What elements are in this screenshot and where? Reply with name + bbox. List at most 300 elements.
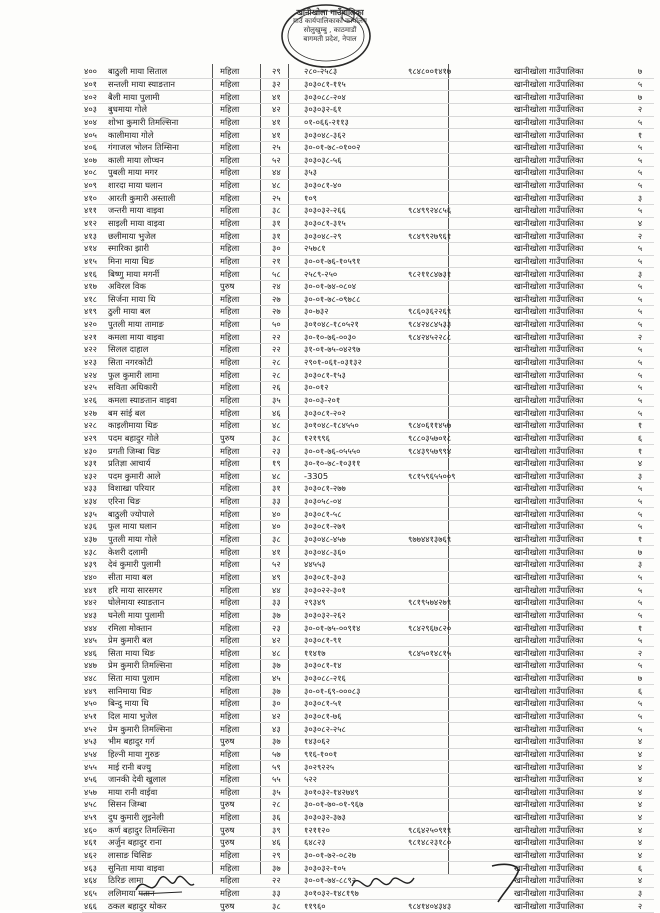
person-name-cell: बम सांई बल xyxy=(106,407,218,420)
phone-number-cell: ९७७४४१३७६९ xyxy=(406,533,512,546)
municipality-cell: खानीखोला गाउँपालिका xyxy=(512,318,626,331)
table-row xyxy=(82,521,654,534)
municipality-cell: खानीखोला गाउँपालिका xyxy=(512,596,626,609)
gender-cell: महिला xyxy=(218,394,270,407)
phone-number-cell xyxy=(406,685,512,698)
ward-number-cell: ५ xyxy=(626,571,654,584)
row-number-cell: ४४३ xyxy=(82,609,106,622)
row-number-cell: ४३४ xyxy=(82,495,106,508)
gender-cell: महिला xyxy=(218,558,270,571)
phone-number-cell xyxy=(406,103,512,116)
table-row xyxy=(82,622,654,635)
gender-cell: महिला xyxy=(218,154,270,167)
municipality-cell: खानीखोला गाउँपालिका xyxy=(512,167,626,180)
table-row xyxy=(82,103,654,116)
ward-number-cell: ४ xyxy=(626,849,654,862)
municipality-cell: खानीखोला गाउँपालिका xyxy=(512,647,626,660)
person-name-cell: दिल माया भुजेल xyxy=(106,710,218,723)
municipality-cell: खानीखोला गाउँपालिका xyxy=(512,773,626,786)
citizenship-number-cell: ३०-०१-७६-०५५५० xyxy=(302,445,406,458)
age-cell: २६ xyxy=(270,382,302,395)
gender-cell: महिला xyxy=(218,849,270,862)
phone-number-cell xyxy=(406,546,512,559)
ward-number-cell: ७ xyxy=(626,66,654,78)
phone-number-cell xyxy=(406,167,512,180)
table-row xyxy=(82,394,654,407)
row-number-cell: ४५२ xyxy=(82,723,106,736)
citizenship-number-cell: ३०१०३२-१४२७४९ xyxy=(302,786,406,799)
citizenship-number-cell: ११४१७ xyxy=(302,647,406,660)
citizenship-number-cell: १०९ xyxy=(302,192,406,205)
table-row xyxy=(82,799,654,812)
table-row xyxy=(82,786,654,799)
citizenship-number-cell: २८०-२५८३ xyxy=(302,66,406,78)
gender-cell: महिला xyxy=(218,407,270,420)
phone-number-cell: ९८४२४५२२८८ xyxy=(406,331,512,344)
person-name-cell: एरिना थिङ xyxy=(106,495,218,508)
age-cell: २८ xyxy=(270,369,302,382)
row-number-cell: ४१४ xyxy=(82,242,106,255)
municipality-cell: खानीखोला गाउँपालिका xyxy=(512,293,626,306)
citizenship-number-cell: ३०-०१-७०-०१-९६७ xyxy=(302,799,406,812)
person-name-cell: पदम कुमारी आले xyxy=(106,470,218,483)
row-number-cell: ४१३ xyxy=(82,230,106,243)
gender-cell: महिला xyxy=(218,622,270,635)
phone-number-cell xyxy=(406,748,512,761)
table-body xyxy=(82,66,654,912)
gender-cell: महिला xyxy=(218,306,270,319)
age-cell: २२ xyxy=(270,331,302,344)
ward-number-cell: ४ xyxy=(626,824,654,837)
citizenship-number-cell: ३०३०८१-१४ xyxy=(302,660,406,673)
phone-number-cell xyxy=(406,255,512,268)
row-number-cell: ४५३ xyxy=(82,735,106,748)
row-number-cell: ४६३ xyxy=(82,862,106,875)
person-name-cell: जन्तरी माया वाइवा xyxy=(106,205,218,218)
ward-number-cell: ३ xyxy=(626,192,654,205)
person-name-cell: काली माया लोप्चन xyxy=(106,154,218,167)
gender-cell: महिला xyxy=(218,192,270,205)
municipality-cell: खानीखोला गाउँपालिका xyxy=(512,369,626,382)
citizenship-number-cell: ३०३०८१-३०३ xyxy=(302,571,406,584)
municipality-cell: खानीखोला गाउँपालिका xyxy=(512,824,626,837)
table-row xyxy=(82,698,654,711)
row-number-cell: ४४६ xyxy=(82,647,106,660)
phone-number-cell xyxy=(406,242,512,255)
gender-cell: महिला xyxy=(218,647,270,660)
ward-number-cell: १ xyxy=(626,129,654,142)
phone-number-cell xyxy=(406,369,512,382)
ward-number-cell: २ xyxy=(626,103,654,116)
age-cell: ३७ xyxy=(270,862,302,875)
table-row xyxy=(82,255,654,268)
municipality-cell: खानीखोला गाउँपालिका xyxy=(512,141,626,154)
phone-number-cell xyxy=(406,78,512,91)
age-cell: ३८ xyxy=(270,432,302,445)
ward-number-cell: ४ xyxy=(626,761,654,774)
municipality-cell: खानीखोला गाउँपालिका xyxy=(512,103,626,116)
municipality-cell: खानीखोला गाउँपालिका xyxy=(512,192,626,205)
citizenship-number-cell: ३०३०३२-२६६ xyxy=(302,205,406,218)
row-number-cell: ४४० xyxy=(82,571,106,584)
citizenship-number-cell: ३५३ xyxy=(302,167,406,180)
phone-number-cell xyxy=(406,799,512,812)
ward-number-cell: ५ xyxy=(626,698,654,711)
ward-number-cell: ५ xyxy=(626,382,654,395)
person-name-cell: जानकी देवी खुलाल xyxy=(106,773,218,786)
ward-number-cell: ५ xyxy=(626,723,654,736)
age-cell: २२ xyxy=(270,344,302,357)
ward-number-cell: ५ xyxy=(626,306,654,319)
row-number-cell: ४२८ xyxy=(82,419,106,432)
age-cell: ३९ xyxy=(270,824,302,837)
person-name-cell: सिता माया थिङ xyxy=(106,647,218,660)
citizenship-number-cell: ३०३०८१-७६ xyxy=(302,710,406,723)
person-name-cell: बैली माया पुलामी xyxy=(106,91,218,104)
municipality-cell: खानीखोला गाउँपालिका xyxy=(512,723,626,736)
age-cell: ५२ xyxy=(270,558,302,571)
table-row xyxy=(82,445,654,458)
age-cell: २५ xyxy=(270,141,302,154)
municipality-cell: खानीखोला गाउँपालिका xyxy=(512,495,626,508)
phone-number-cell xyxy=(406,394,512,407)
table-row xyxy=(82,205,654,218)
person-name-cell: पुतली माया गोले xyxy=(106,533,218,546)
row-number-cell: ४६१ xyxy=(82,837,106,850)
table-row xyxy=(82,685,654,698)
gender-cell: महिला xyxy=(218,748,270,761)
phone-number-cell: ९८२११८४७३१ xyxy=(406,268,512,281)
person-name-cell: कालीमाया गोले xyxy=(106,129,218,142)
citizenship-number-cell: ३०३०८१-५८ xyxy=(302,508,406,521)
ward-number-cell: ५ xyxy=(626,205,654,218)
age-cell: ४० xyxy=(270,521,302,534)
table-row xyxy=(82,508,654,521)
gender-cell: महिला xyxy=(218,862,270,875)
citizenship-number-cell: ३०-१०-७८-१०३११ xyxy=(302,457,406,470)
person-name-cell: प्रेम कुमारी बल xyxy=(106,634,218,647)
ward-number-cell: ७ xyxy=(626,91,654,104)
citizenship-number-cell: ५२२ xyxy=(302,773,406,786)
ward-number-cell: ५ xyxy=(626,255,654,268)
person-name-cell: गंगाजल भोलन तिम्सिना xyxy=(106,141,218,154)
table-row xyxy=(82,382,654,395)
age-cell: ४१ xyxy=(270,546,302,559)
person-name-cell: केशरी दलामी xyxy=(106,546,218,559)
age-cell: ४१ xyxy=(270,129,302,142)
ward-number-cell: १ xyxy=(626,445,654,458)
row-number-cell: ४१८ xyxy=(82,293,106,306)
municipality-cell: खानीखोला गाउँपालिका xyxy=(512,558,626,571)
age-cell: ५२ xyxy=(270,154,302,167)
gender-cell: पुरुष xyxy=(218,824,270,837)
row-number-cell: ४०९ xyxy=(82,179,106,192)
phone-number-cell xyxy=(406,761,512,774)
gender-cell: महिला xyxy=(218,710,270,723)
stamp-text xyxy=(292,8,368,44)
table-row xyxy=(82,495,654,508)
person-name-cell: बिष्णु माया मगर्नी xyxy=(106,268,218,281)
ward-number-cell: १ xyxy=(626,622,654,635)
table-row xyxy=(82,356,654,369)
table-row xyxy=(82,192,654,205)
gender-cell: महिला xyxy=(218,205,270,218)
table-row xyxy=(82,748,654,761)
gender-cell: महिला xyxy=(218,672,270,685)
citizenship-number-cell: २९०१-०६१-०३१३२ xyxy=(302,356,406,369)
municipality-cell: खानीखोला गाउँपालिका xyxy=(512,710,626,723)
gender-cell: महिला xyxy=(218,786,270,799)
age-cell: ४२ xyxy=(270,634,302,647)
row-number-cell: ४५१ xyxy=(82,710,106,723)
phone-number-cell xyxy=(406,609,512,622)
municipality-cell: खानीखोला गाउँपालिका xyxy=(512,761,626,774)
age-cell: ४३ xyxy=(270,723,302,736)
person-name-cell: ठकल बहादुर थोकर xyxy=(106,900,218,913)
ward-number-cell: ४ xyxy=(626,748,654,761)
age-cell: ३० xyxy=(270,698,302,711)
table-row xyxy=(82,407,654,420)
phone-number-cell xyxy=(406,571,512,584)
municipality-cell: खानीखोला गाउँपालिका xyxy=(512,849,626,862)
age-cell: ३७ xyxy=(270,660,302,673)
citizenship-number-cell: ३०३०४८-४५७ xyxy=(302,533,406,546)
gender-cell: महिला xyxy=(218,318,270,331)
phone-number-cell xyxy=(406,344,512,357)
ward-number-cell: ५ xyxy=(626,407,654,420)
table-row xyxy=(82,773,654,786)
person-name-cell: कमला स्याङतान वाइवा xyxy=(106,394,218,407)
municipality-cell: खानीखोला गाउँपालिका xyxy=(512,205,626,218)
table-row xyxy=(82,761,654,774)
age-cell: ४८ xyxy=(270,179,302,192)
citizenship-number-cell: ३०-०१-७५-००९१४ xyxy=(302,622,406,635)
row-number-cell: ४५६ xyxy=(82,773,106,786)
row-number-cell: ४२३ xyxy=(82,356,106,369)
citizenship-number-cell: ३०३०२२-३०१ xyxy=(302,584,406,597)
table-row xyxy=(82,634,654,647)
phone-number-cell xyxy=(406,584,512,597)
person-name-cell: प्रतिज्ञा आचार्य xyxy=(106,457,218,470)
gender-cell: महिला xyxy=(218,255,270,268)
row-number-cell: ४०६ xyxy=(82,141,106,154)
citizenship-number-cell: ३०३०८१-३१५ xyxy=(302,217,406,230)
age-cell: ३७ xyxy=(270,685,302,698)
table-row xyxy=(82,369,654,382)
municipality-cell: खानीखोला गाउँपालिका xyxy=(512,179,626,192)
age-cell: २२ xyxy=(270,875,302,888)
row-number-cell: ४३२ xyxy=(82,470,106,483)
table-row xyxy=(82,66,654,78)
municipality-cell: खानीखोला गाउँपालिका xyxy=(512,609,626,622)
age-cell: ५८ xyxy=(270,268,302,281)
age-cell: ४६ xyxy=(270,407,302,420)
table-row xyxy=(82,91,654,104)
row-number-cell: ४६४ xyxy=(82,875,106,888)
row-number-cell: ४५० xyxy=(82,698,106,711)
table-row xyxy=(82,331,654,344)
municipality-cell: खानीखोला गाउँपालिका xyxy=(512,799,626,812)
municipality-cell: खानीखोला गाउँपालिका xyxy=(512,356,626,369)
row-number-cell: ४१५ xyxy=(82,255,106,268)
gender-cell: महिला xyxy=(218,685,270,698)
municipality-cell: खानीखोला गाउँपालिका xyxy=(512,268,626,281)
row-number-cell: ४०७ xyxy=(82,154,106,167)
citizenship-number-cell: ३०३०४८-३६० xyxy=(302,546,406,559)
age-cell: ३१ xyxy=(270,230,302,243)
gender-cell: महिला xyxy=(218,419,270,432)
gender-cell: महिला xyxy=(218,230,270,243)
phone-number-cell xyxy=(406,634,512,647)
table-row xyxy=(82,217,654,230)
person-name-cell: अर्जुन बहादुर राना xyxy=(106,837,218,850)
row-number-cell: ४०८ xyxy=(82,167,106,180)
ward-number-cell: ६ xyxy=(626,685,654,698)
ward-number-cell: ५ xyxy=(626,141,654,154)
row-number-cell: ४४४ xyxy=(82,622,106,635)
table-row xyxy=(82,470,654,483)
table-row xyxy=(82,723,654,736)
row-number-cell: ४५७ xyxy=(82,786,106,799)
municipality-cell: खानीखोला गाउँपालिका xyxy=(512,432,626,445)
person-name-cell: आरती कुमारी अस्ताली xyxy=(106,192,218,205)
person-name-cell: फुल कुमारी लामा xyxy=(106,369,218,382)
ward-number-cell: ३ xyxy=(626,887,654,900)
phone-number-cell xyxy=(406,141,512,154)
age-cell: ३१ xyxy=(270,217,302,230)
phone-number-cell xyxy=(406,382,512,395)
person-name-cell: सिता माया पुलाम xyxy=(106,672,218,685)
citizenship-number-cell: ३०३०८१-११५ xyxy=(302,78,406,91)
table-row xyxy=(82,571,654,584)
municipality-cell: खानीखोला गाउँपालिका xyxy=(512,470,626,483)
citizenship-number-cell: ३०-१०-७६-००३० xyxy=(302,331,406,344)
gender-cell: महिला xyxy=(218,723,270,736)
ward-number-cell: ५ xyxy=(626,584,654,597)
gender-cell: महिला xyxy=(218,773,270,786)
citizenship-number-cell: ३०३०३८-५६ xyxy=(302,154,406,167)
age-cell: ४९ xyxy=(270,571,302,584)
phone-number-cell: ९८८०३५७०१८ xyxy=(406,432,512,445)
ward-number-cell: ५ xyxy=(626,179,654,192)
row-number-cell: ४०५ xyxy=(82,129,106,142)
row-number-cell: ४३८ xyxy=(82,546,106,559)
municipality-cell: खानीखोला गाउँपालिका xyxy=(512,419,626,432)
citizenship-number-cell: ३०-०३-२०१ xyxy=(302,394,406,407)
gender-cell: महिला xyxy=(218,331,270,344)
table-row xyxy=(82,837,654,850)
row-number-cell: ४०० xyxy=(82,66,106,78)
citizenship-number-cell: ३०३०४८-३६२ xyxy=(302,129,406,142)
age-cell: ३८ xyxy=(270,533,302,546)
citizenship-number-cell: ३०१०४८-१८४५५० xyxy=(302,419,406,432)
citizenship-number-cell: ३०३०८१-५१ xyxy=(302,698,406,711)
table-row xyxy=(82,609,654,622)
gender-cell: महिला xyxy=(218,887,270,900)
beneficiary-table xyxy=(82,66,654,913)
row-number-cell: ४१० xyxy=(82,192,106,205)
phone-number-cell xyxy=(406,660,512,673)
stamp-line: गाउँ कार्यपालिकाको कार्यालय xyxy=(293,17,367,25)
gender-cell: महिला xyxy=(218,78,270,91)
phone-number-cell xyxy=(406,407,512,420)
phone-number-cell: ९८४०६११४५७ xyxy=(406,419,512,432)
age-cell: ३८ xyxy=(270,900,302,913)
citizenship-number-cell: ३०३०८१-९१ xyxy=(302,634,406,647)
phone-number-cell xyxy=(406,457,512,470)
citizenship-number-cell: ३०३०८१-२०२ xyxy=(302,407,406,420)
gender-cell: महिला xyxy=(218,66,270,78)
phone-number-cell xyxy=(406,154,512,167)
ward-number-cell: २ xyxy=(626,230,654,243)
person-name-cell: पदम बहादुर गोले xyxy=(106,432,218,445)
row-number-cell: ४४७ xyxy=(82,660,106,673)
row-number-cell: ४२१ xyxy=(82,331,106,344)
gender-cell: महिला xyxy=(218,495,270,508)
age-cell: ४५ xyxy=(270,672,302,685)
municipality-cell: खानीखोला गाउँपालिका xyxy=(512,66,626,78)
person-name-cell: सिर्जना माया थि xyxy=(106,293,218,306)
age-cell: ३७ xyxy=(270,735,302,748)
age-cell: ५९ xyxy=(270,761,302,774)
ward-number-cell: ४ xyxy=(626,786,654,799)
municipality-cell: खानीखोला गाउँपालिका xyxy=(512,837,626,850)
citizenship-number-cell: २५८९-२५० xyxy=(302,268,406,281)
person-name-cell: सन्तली माया स्याङतान xyxy=(106,78,218,91)
citizenship-number-cell: -3305 xyxy=(302,470,406,483)
phone-number-cell xyxy=(406,495,512,508)
ward-number-cell: ५ xyxy=(626,167,654,180)
table-row xyxy=(82,293,654,306)
municipality-cell: खानीखोला गाउँपालिका xyxy=(512,521,626,534)
row-number-cell: ४०३ xyxy=(82,103,106,116)
row-number-cell: ४६० xyxy=(82,824,106,837)
gender-cell: महिला xyxy=(218,129,270,142)
ward-number-cell: ६ xyxy=(626,432,654,445)
citizenship-number-cell: ३०-०१-७६-१०५९१ xyxy=(302,255,406,268)
phone-number-cell: ९८१४८२३१८० xyxy=(406,837,512,850)
age-cell: ४८ xyxy=(270,647,302,660)
phone-number-cell: ९८४५०१४८१५ xyxy=(406,647,512,660)
table-row xyxy=(82,811,654,824)
table-row xyxy=(82,849,654,862)
gender-cell: महिला xyxy=(218,167,270,180)
gender-cell: महिला xyxy=(218,811,270,824)
citizenship-number-cell: ११९६० xyxy=(302,900,406,913)
age-cell: ३२ xyxy=(270,78,302,91)
phone-number-cell xyxy=(406,698,512,711)
person-name-cell: काइलीमाया थिङ xyxy=(106,419,218,432)
municipality-cell: खानीखोला गाउँपालिका xyxy=(512,622,626,635)
row-number-cell: ४२० xyxy=(82,318,106,331)
gender-cell: महिला xyxy=(218,660,270,673)
ward-number-cell: ४ xyxy=(626,837,654,850)
phone-number-cell: ९८४१४०४३४३ xyxy=(406,900,512,913)
municipality-cell: खानीखोला गाउँपालिका xyxy=(512,634,626,647)
gender-cell: पुरुष xyxy=(218,735,270,748)
row-number-cell: ४११ xyxy=(82,205,106,218)
municipality-cell: खानीखोला गाउँपालिका xyxy=(512,875,626,888)
municipality-cell: खानीखोला गाउँपालिका xyxy=(512,78,626,91)
signature-left xyxy=(130,868,200,902)
age-cell: ४८ xyxy=(270,470,302,483)
age-cell: ३३ xyxy=(270,887,302,900)
phone-number-cell: ९८४३९५७९९४ xyxy=(406,445,512,458)
age-cell: ३१ xyxy=(270,483,302,496)
person-name-cell: सिलल दाहाल xyxy=(106,344,218,357)
row-number-cell: ४४२ xyxy=(82,596,106,609)
gender-cell: महिला xyxy=(218,483,270,496)
